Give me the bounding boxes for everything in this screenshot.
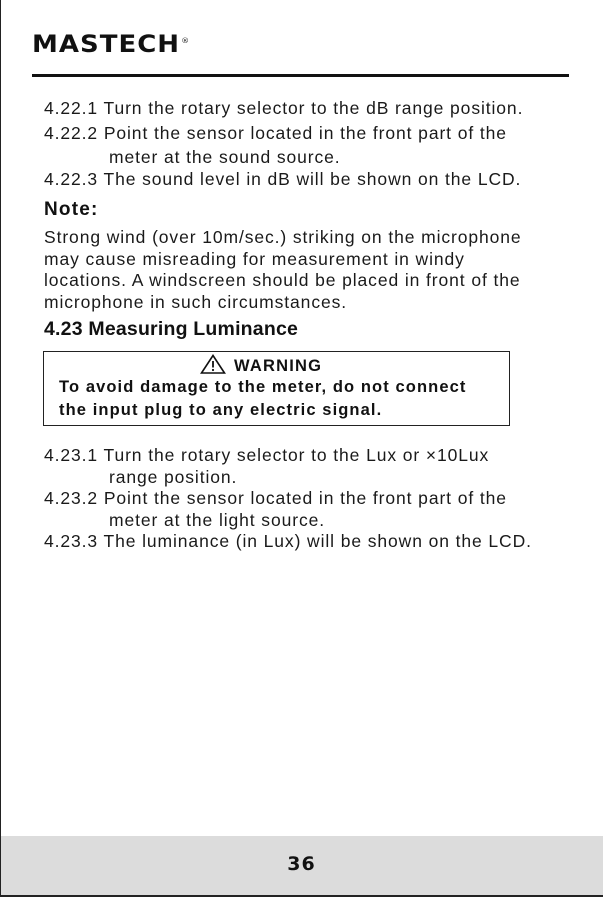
note-line: microphone in such circumstances.: [44, 292, 348, 312]
step-4-23-1-continued: range position.: [109, 467, 238, 487]
page-border-left: [0, 0, 1, 897]
page-number: 36: [287, 853, 316, 875]
registered-mark: ®: [181, 36, 191, 46]
note-line: locations. A windscreen should be placed in front of the: [44, 270, 521, 290]
brand-logo: [32, 31, 190, 59]
step-4-22-2: 4.22.2 Point the sensor located in the front part of the: [44, 123, 507, 143]
warning-triangle-icon: [200, 354, 226, 374]
warning-text-line: To avoid damage to the meter, do not connect: [59, 378, 467, 396]
warning-title: [200, 354, 322, 376]
header-divider: [32, 74, 569, 77]
step-4-23-3: 4.23.3 The luminance (in Lux) will be shown on the LCD.: [44, 531, 532, 551]
section-heading: 4.23 Measuring Luminance: [44, 318, 299, 340]
step-4-23-2: 4.23.2 Point the sensor located in the front part of the: [44, 488, 507, 508]
note-line: Strong wind (over 10m/sec.) striking on the microphone: [44, 227, 522, 247]
step-4-22-1: 4.22.1 Turn the rotary selector to the dB range position.: [44, 98, 524, 118]
step-4-23-1: 4.23.1 Turn the rotary selector to the Lux or ×10Lux: [44, 445, 490, 465]
brand-name: MASTECH: [32, 31, 181, 59]
step-4-22-3: 4.22.3 The sound level in dB will be shown on the LCD.: [44, 169, 522, 189]
step-4-23-2-continued: meter at the light source.: [109, 510, 325, 530]
warning-text-line: the input plug to any electric signal.: [59, 401, 383, 419]
warning-title-text: WARNING: [234, 357, 323, 375]
step-4-22-2-continued: meter at the sound source.: [109, 147, 341, 167]
note-heading: Note:: [44, 199, 99, 220]
note-line: may cause misreading for measurement in windy: [44, 249, 465, 269]
